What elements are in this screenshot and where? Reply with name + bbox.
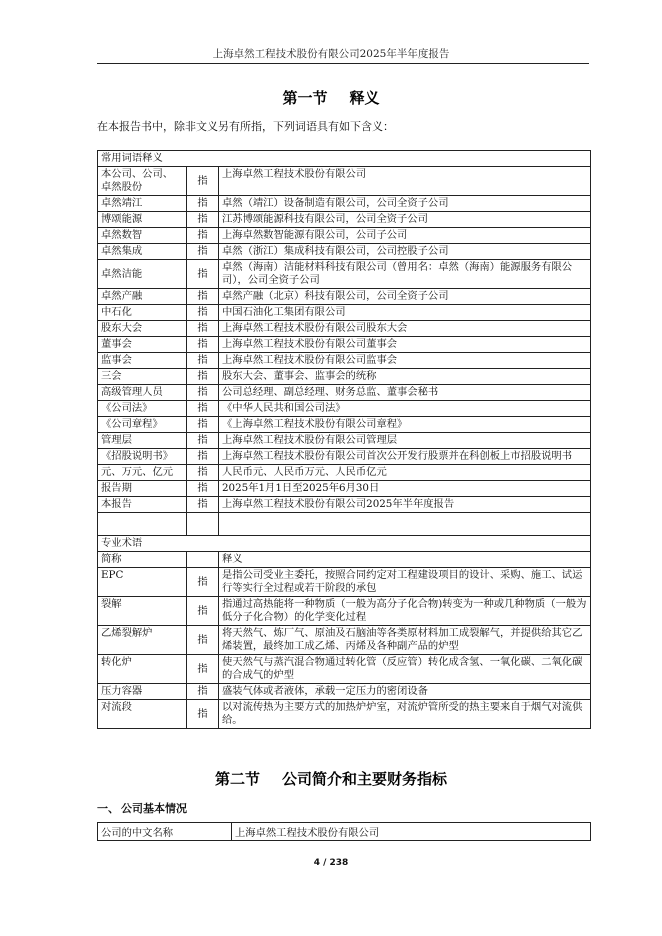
- definition-cell: 是指公司受业主委托，按照合同约定对工程建设项目的设计、采购、施工、试运行等实行全过程或若干阶段的承包: [219, 568, 591, 597]
- term-cell: 压力容器: [98, 684, 187, 700]
- column-header-term: 简称: [98, 552, 187, 568]
- subsection-title: 公司基本情况: [121, 802, 187, 815]
- term-cell: 卓然产融: [98, 289, 187, 305]
- refers-cell: 指: [187, 260, 219, 289]
- refers-cell: 指: [187, 433, 219, 449]
- refers-cell: 指: [187, 353, 219, 369]
- column-header-definition: 释义: [219, 552, 591, 568]
- table-row: [98, 449, 591, 465]
- definition-cell: 卓然产融（北京）科技有限公司，公司全资子公司: [219, 289, 591, 305]
- term-cell: 裂解: [98, 597, 187, 626]
- refers-cell: 指: [187, 289, 219, 305]
- table-row: [98, 212, 591, 228]
- section-1-name: 释义: [349, 89, 380, 107]
- section-1-title: [0, 87, 662, 108]
- table-row: [98, 369, 591, 385]
- table-row: [98, 228, 591, 244]
- table-row: [98, 337, 591, 353]
- definition-cell: 江苏博颂能源科技有限公司，公司全资子公司: [219, 212, 591, 228]
- table-row: [98, 433, 591, 449]
- refers-cell: 指: [187, 212, 219, 228]
- refers-cell: 指: [187, 228, 219, 244]
- definition-cell: 《上海卓然工程技术股份有限公司章程》: [219, 417, 591, 433]
- empty-cell: [219, 513, 591, 536]
- refers-cell: 指: [187, 167, 219, 196]
- refers-cell: 指: [187, 700, 219, 729]
- definition-cell: 将天然气、炼厂气、原油及石脑油等各类原材料加工成裂解气，并提供给其它乙烯装置，最终加工成乙烯、丙烯及各种副产品的炉型: [219, 626, 591, 655]
- term-cell: 乙烯裂解炉: [98, 626, 187, 655]
- term-cell: 本公司、公司、卓然股份: [98, 167, 187, 196]
- column-header-empty: [187, 552, 219, 568]
- definition-cell: 卓然（靖江）设备制造有限公司，公司全资子公司: [219, 196, 591, 212]
- definition-cell: 2025年1月1日至2025年6月30日: [219, 481, 591, 497]
- header-rule: [97, 63, 589, 64]
- empty-cell: [187, 513, 219, 536]
- section-2-title: [0, 768, 662, 789]
- info-value: 上海卓然工程技术股份有限公司: [232, 823, 591, 841]
- table-row: [98, 385, 591, 401]
- definitions-table: [97, 150, 591, 729]
- table-row: [98, 244, 591, 260]
- definition-cell: 公司总经理、副总经理、财务总监、董事会秘书: [219, 385, 591, 401]
- term-cell: 《公司章程》: [98, 417, 187, 433]
- intro-text: 在本报告书中，除非文义另有所指，下列词语具有如下含义：: [97, 120, 394, 133]
- definition-cell: 股东大会、董事会、监事会的统称: [219, 369, 591, 385]
- term-cell: 管理层: [98, 433, 187, 449]
- refers-cell: 指: [187, 196, 219, 212]
- refers-cell: 指: [187, 401, 219, 417]
- term-cell: 《公司法》: [98, 401, 187, 417]
- table-row: [98, 289, 591, 305]
- term-cell: 中石化: [98, 305, 187, 321]
- definition-cell: 上海卓然工程技术股份有限公司董事会: [219, 337, 591, 353]
- term-cell: 股东大会: [98, 321, 187, 337]
- definition-cell: 《中华人民共和国公司法》: [219, 401, 591, 417]
- definition-cell: 卓然（浙江）集成科技有限公司，公司控股子公司: [219, 244, 591, 260]
- refers-cell: 指: [187, 321, 219, 337]
- term-cell: 卓然洁能: [98, 260, 187, 289]
- refers-cell: 指: [187, 481, 219, 497]
- page-header: 上海卓然工程技术股份有限公司2025年半年度报告: [212, 48, 450, 60]
- term-cell: 报告期: [98, 481, 187, 497]
- subsection-heading: [97, 800, 187, 816]
- table-row: [98, 401, 591, 417]
- table-row: [98, 417, 591, 433]
- refers-cell: 指: [187, 244, 219, 260]
- table-row: [98, 196, 591, 212]
- tech-heading-row: [98, 536, 591, 552]
- refers-cell: 指: [187, 684, 219, 700]
- table-row: [98, 353, 591, 369]
- page-number: 4 / 238: [313, 858, 349, 868]
- table-row: [98, 568, 591, 597]
- term-cell: 卓然靖江: [98, 196, 187, 212]
- refers-cell: 指: [187, 597, 219, 626]
- term-cell: 卓然集成: [98, 244, 187, 260]
- table-row: [98, 597, 591, 626]
- table-row: [98, 167, 591, 196]
- term-cell: 本报告: [98, 497, 187, 513]
- table-row: [98, 465, 591, 481]
- term-cell: 董事会: [98, 337, 187, 353]
- column-header-row: [98, 552, 591, 568]
- term-cell: 博颂能源: [98, 212, 187, 228]
- definition-cell: 卓然（海南）洁能材料科技有限公司（曾用名：卓然（海南）能源服务有限公司），公司全资子公司: [219, 260, 591, 289]
- term-cell: 元、万元、亿元: [98, 465, 187, 481]
- refers-cell: 指: [187, 497, 219, 513]
- refers-cell: 指: [187, 449, 219, 465]
- definition-cell: 上海卓然工程技术股份有限公司管理层: [219, 433, 591, 449]
- definition-cell: 上海卓然工程技术股份有限公司2025年半年度报告: [219, 497, 591, 513]
- refers-cell: 指: [187, 337, 219, 353]
- basic-info-table: [97, 822, 591, 841]
- definition-cell: 盛装气体或者液体，承载一定压力的密闭设备: [219, 684, 591, 700]
- section-2-number: 第二节: [214, 770, 260, 788]
- refers-cell: 指: [187, 655, 219, 684]
- definition-cell: 使天然气与蒸汽混合物通过转化管（反应管）转化成含氢、一氧化碳、二氧化碳的合成气的炉型: [219, 655, 591, 684]
- refers-cell: 指: [187, 465, 219, 481]
- spacer-row: [98, 513, 591, 536]
- table-row: [98, 481, 591, 497]
- refers-cell: 指: [187, 369, 219, 385]
- table-row: [98, 684, 591, 700]
- term-cell: 卓然数智: [98, 228, 187, 244]
- common-heading-row: [98, 151, 591, 167]
- section-1-number: 第一节: [282, 89, 328, 107]
- definition-cell: 以对流传热为主要方式的加热炉炉室，对流炉管所受的热主要来自于烟气对流供给。: [219, 700, 591, 729]
- table-row: [98, 260, 591, 289]
- term-cell: 监事会: [98, 353, 187, 369]
- table-row: [98, 497, 591, 513]
- definition-cell: 人民币元、人民币万元、人民币亿元: [219, 465, 591, 481]
- table-row: [98, 626, 591, 655]
- tech-terms-heading: 专业术语: [98, 536, 591, 552]
- refers-cell: 指: [187, 568, 219, 597]
- table-row: [98, 823, 591, 841]
- refers-cell: 指: [187, 626, 219, 655]
- definition-cell: 中国石油化工集团有限公司: [219, 305, 591, 321]
- term-cell: 对流段: [98, 700, 187, 729]
- refers-cell: 指: [187, 417, 219, 433]
- section-2-name: 公司简介和主要财务指标: [282, 770, 448, 788]
- definition-cell: 上海卓然工程技术股份有限公司首次公开发行股票并在科创板上市招股说明书: [219, 449, 591, 465]
- subsection-number: 一、: [97, 802, 119, 815]
- term-cell: 转化炉: [98, 655, 187, 684]
- table-row: [98, 700, 591, 729]
- definition-cell: 上海卓然工程技术股份有限公司: [219, 167, 591, 196]
- definition-cell: 上海卓然工程技术股份有限公司股东大会: [219, 321, 591, 337]
- term-cell: 高级管理人员: [98, 385, 187, 401]
- term-cell: 三会: [98, 369, 187, 385]
- term-cell: 《招股说明书》: [98, 449, 187, 465]
- definition-cell: 指通过高热能将一种物质（一般为高分子化合物)转变为一种或几种物质（一般为低分子化合物）的化学变化过程: [219, 597, 591, 626]
- table-row: [98, 321, 591, 337]
- table-row: [98, 655, 591, 684]
- refers-cell: 指: [187, 385, 219, 401]
- common-terms-heading: 常用词语释义: [98, 151, 591, 167]
- definition-cell: 上海卓然数智能源有限公司，公司子公司: [219, 228, 591, 244]
- term-cell: EPC: [98, 568, 187, 597]
- empty-cell: [98, 513, 187, 536]
- definition-cell: 上海卓然工程技术股份有限公司监事会: [219, 353, 591, 369]
- table-row: [98, 305, 591, 321]
- refers-cell: 指: [187, 305, 219, 321]
- info-label: 公司的中文名称: [98, 823, 232, 841]
